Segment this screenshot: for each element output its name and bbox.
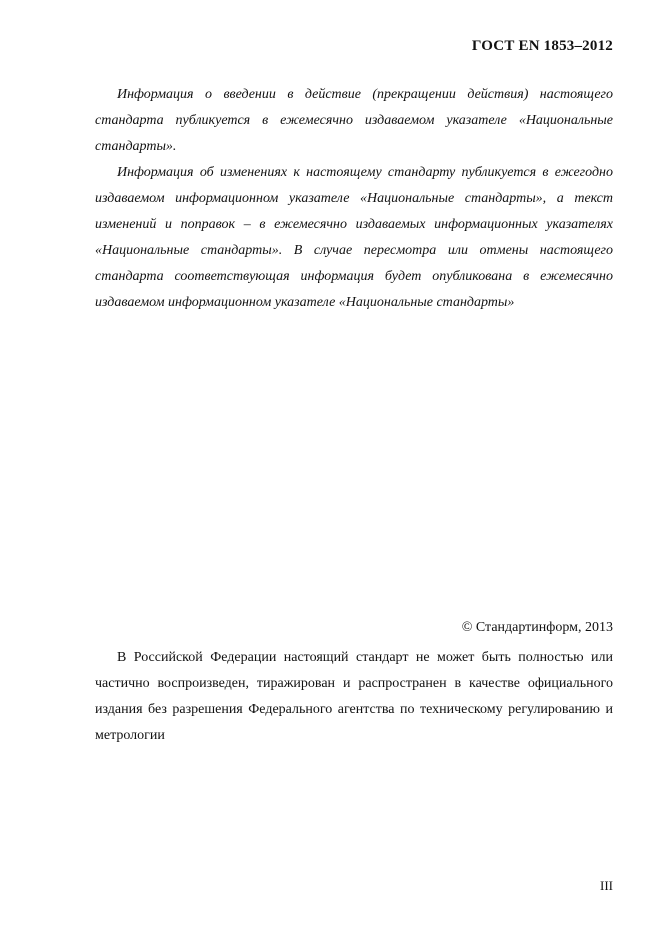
rights-paragraph: В Российской Федерации настоящий стандарт не может быть полностью или частично воспроизведен, тиражирован и распространен в качестве официального издания без разрешения Федерального агентства по техническому регулированию и метрологии: [95, 650, 613, 743]
standard-code-header: ГОСТ EN 1853–2012: [471, 38, 613, 54]
copyright-notice: © Стандартинформ, 2013: [461, 620, 613, 635]
publication-info-block: [95, 82, 613, 316]
rights-notice-block: [95, 645, 613, 749]
info-paragraph-2: Информация об изменениях к настоящему стандарту публикуется в ежегодно издаваемом информационном указателе «Национальные стандарты», а текст изменений и поправок – в ежемесячно издаваемых информационных указателях «Национальные стандарты». В случае пересмотра или отмены настоящего стандарта соответствующая информация будет опубликована в ежемесячно издаваемом информационном указателе «Национальные стандарты»: [95, 165, 613, 310]
info-paragraph-1: Информация о введении в действие (прекращении действия) настоящего стандарта публикуется в ежемесячно издаваемом указателе «Национальные стандарты».: [95, 87, 613, 154]
page-number: III: [600, 878, 613, 893]
